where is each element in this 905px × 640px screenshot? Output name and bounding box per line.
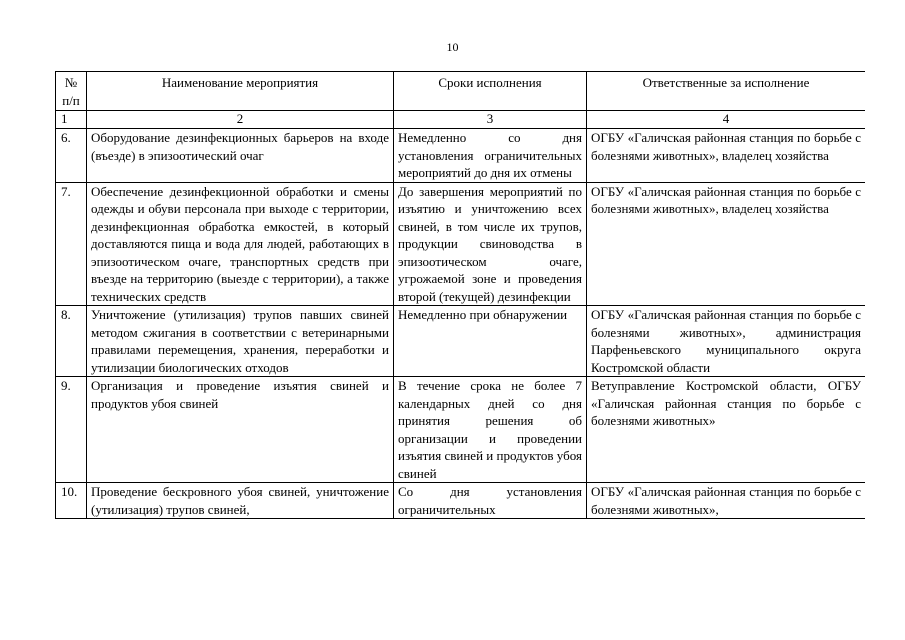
row-num: 10. [56,483,87,519]
header-name: Наименование мероприятия [87,72,394,111]
column-number-3: 3 [394,111,587,129]
row-name: Уничтожение (утилизация) трупов павших свиней методом сжигания в соответствии с ветеринарными правилами перемещения, хранения, переработки и утилизации биологических отходов [87,306,394,377]
row-name: Организация и проведение изъятия свиней и продуктов убоя свиней [87,377,394,483]
header-deadline: Сроки исполнения [394,72,587,111]
table-row [56,483,866,519]
row-num: 8. [56,306,87,377]
row-deadline: Со дня установления ограничительных [394,483,587,519]
row-name: Обеспечение дезинфекционной обработки и смены одежды и обуви персонала при выходе с территории, дезинфекционная обработка емкостей, в который доставляются пища и вода для людей, работающих в эпизоотическом очаге, транспортных средств при въезде на территорию (выезде с территории), а также технических средств [87,182,394,306]
table-row [56,129,866,183]
column-number-row [56,111,866,129]
table-header-row [56,72,866,111]
row-name: Оборудование дезинфекционных барьеров на входе (въезде) в эпизоотический очаг [87,129,394,183]
row-num: 6. [56,129,87,183]
row-deadline: В течение срока не более 7 календарных дней со дня принятия решения об организации и проведении изъятия свиней и продуктов убоя свиней [394,377,587,483]
column-number-1: 1 [56,111,87,129]
page-number: 10 [446,40,459,54]
measures-table [55,71,865,519]
table-row [56,377,866,483]
header-num: № п/п [56,72,87,111]
row-deadline: Немедленно со дня установления ограничительных мероприятий до дня их отмены [394,129,587,183]
row-responsible: ОГБУ «Галичская районная станция по борьбе с болезнями животных», владелец хозяйства [587,182,866,306]
column-number-4: 4 [587,111,866,129]
column-number-2: 2 [87,111,394,129]
table-row [56,182,866,306]
row-name: Проведение бескровного убоя свиней, уничтожение (утилизация) трупов свиней, [87,483,394,519]
row-num: 9. [56,377,87,483]
header-responsible: Ответственные за исполнение [587,72,866,111]
table-row [56,306,866,377]
row-deadline: Немедленно при обнаружении [394,306,587,377]
row-responsible: ОГБУ «Галичская районная станция по борьбе с болезнями животных», [587,483,866,519]
row-responsible: ОГБУ «Галичская районная станция по борьбе с болезнями животных», владелец хозяйства [587,129,866,183]
row-deadline: До завершения мероприятий по изъятию и уничтожению всех свиней, в том числе их трупов, продукции свиноводства в эпизоотическом очаге, угрожаемой зоне и проведения второй (текущей) дезинфекции [394,182,587,306]
row-responsible: Ветуправление Костромской области, ОГБУ «Галичская районная станция по борьбе с болезнями животных» [587,377,866,483]
measures-table-container [55,71,865,596]
row-num: 7. [56,182,87,306]
row-responsible: ОГБУ «Галичская районная станция по борьбе с болезнями животных», администрация Парфеньевского муниципального округа Костромской области [587,306,866,377]
